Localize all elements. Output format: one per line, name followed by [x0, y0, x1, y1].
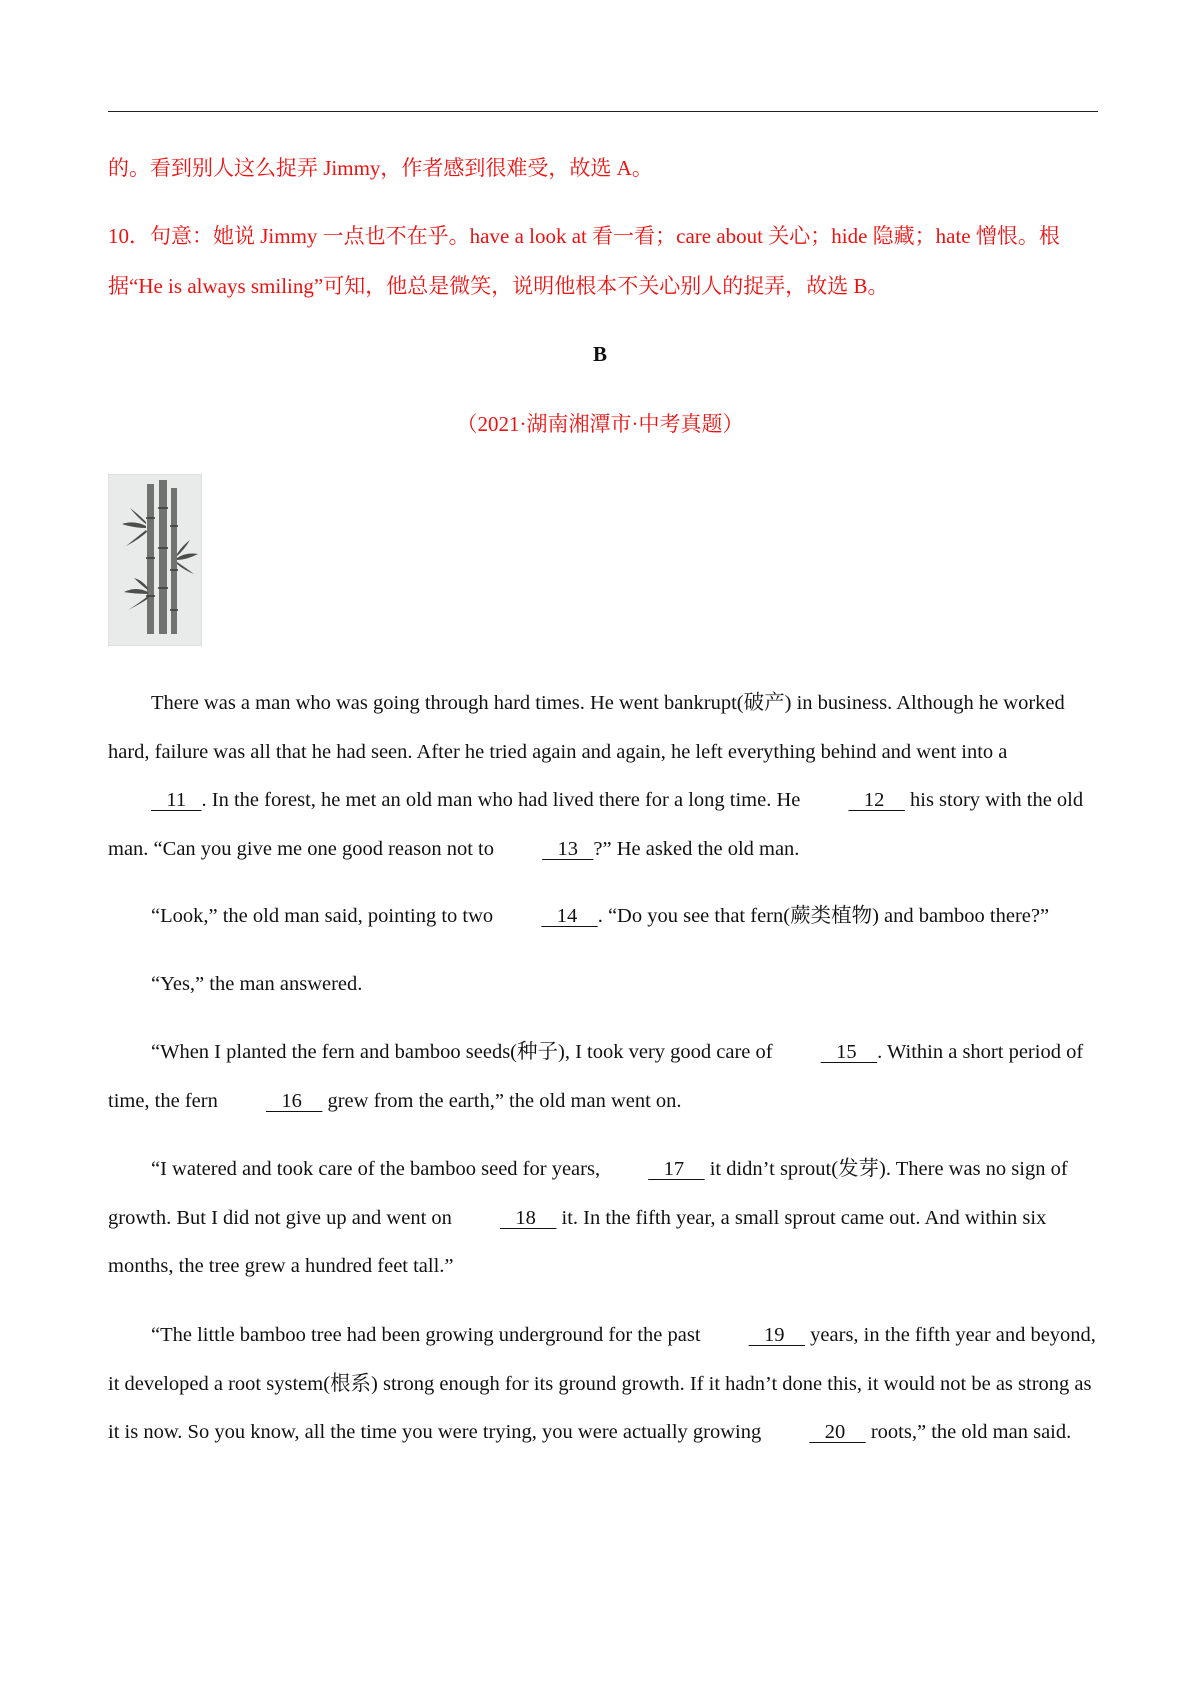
passage-text: roots,” the old man said. [865, 1421, 1072, 1443]
bamboo-illustration [108, 474, 202, 646]
blank-13: 13 [542, 837, 594, 860]
passage-paragraph-2 [108, 892, 1103, 941]
blank-16: 16 [265, 1089, 323, 1112]
passage-text: “The little bamboo tree had been growing underground for the past [151, 1324, 706, 1346]
passage-text: it. In the fifth year, a small sprout came out. And within six months, the tree grew a hundred feet tall.” [108, 1206, 1047, 1277]
blank-18: 18 [500, 1206, 557, 1229]
passage-text: . “Do you see that fern(蕨类植物) and bamboo there?” [597, 905, 1050, 927]
blank-20: 20 [809, 1421, 866, 1443]
passage-text: . Within a short period of time, the fern [108, 1041, 1084, 1112]
passage-paragraph-5 [108, 1145, 1103, 1291]
passage-paragraph-4 [108, 1028, 1103, 1125]
passage-text: years, in the fifth year and beyond, it developed a root system(根系) strong enough for its ground growth. If it hadn’t done this, it would not be as strong as it is now. So you know, all the time you were trying, you were actually growing [108, 1324, 1096, 1443]
passage-paragraph-3: “Yes,” the man answered. [151, 973, 363, 995]
passage-text: it didn’t sprout(发芽). There was no sign of growth. But I did not give up and went on [108, 1158, 1068, 1229]
passage-text: There was a man who was going through hard times. He went bankrupt(破产) in business. Although he worked hard, failure was all that he had seen. After he tried again and again, he left everything behind and went into a [108, 692, 1065, 763]
blank-19: 19 [748, 1324, 806, 1346]
passage-paragraph-6 [108, 1311, 1103, 1457]
passage-text: his story with the old man. “Can you give me one good reason not to [108, 789, 1084, 860]
section-letter: B [592, 342, 607, 366]
passage-text: . In the forest, he met an old man who had lived there for a long time. He [201, 789, 806, 811]
blank-15: 15 [820, 1041, 878, 1063]
passage-text: “Look,” the old man said, pointing to two [151, 905, 499, 927]
passage-text: grew from the earth,” the old man went on. [322, 1089, 682, 1112]
blank-12: 12 [848, 789, 905, 811]
answer-explanation-10: 10．句意：她说 Jimmy 一点也不在乎。have a look at 看一看；care about 关心；hide 隐藏；hate 憎恨。根据“He is always smiling”可知，他总是微笑，说明他根本不关心别人的捉弄，故选 B。 [108, 224, 1060, 298]
passage-paragraph-1 [108, 679, 1103, 873]
passage-text: “When I planted the fern and bamboo seeds(种子), I took very good care of [151, 1041, 778, 1063]
blank-11: 11 [151, 789, 202, 811]
blank-17: 17 [648, 1158, 705, 1180]
blank-14: 14 [541, 905, 598, 927]
question-source: （2021·湖南湘潭市·中考真题） [456, 412, 744, 436]
passage-text: “I watered and took care of the bamboo seed for years, [151, 1158, 606, 1180]
header-rule [108, 111, 1098, 112]
passage-text: ?” He asked the old man. [593, 837, 800, 860]
answer-explanation-9-end: 的。看到别人这么捉弄 Jimmy，作者感到很难受，故选 A。 [108, 156, 653, 180]
